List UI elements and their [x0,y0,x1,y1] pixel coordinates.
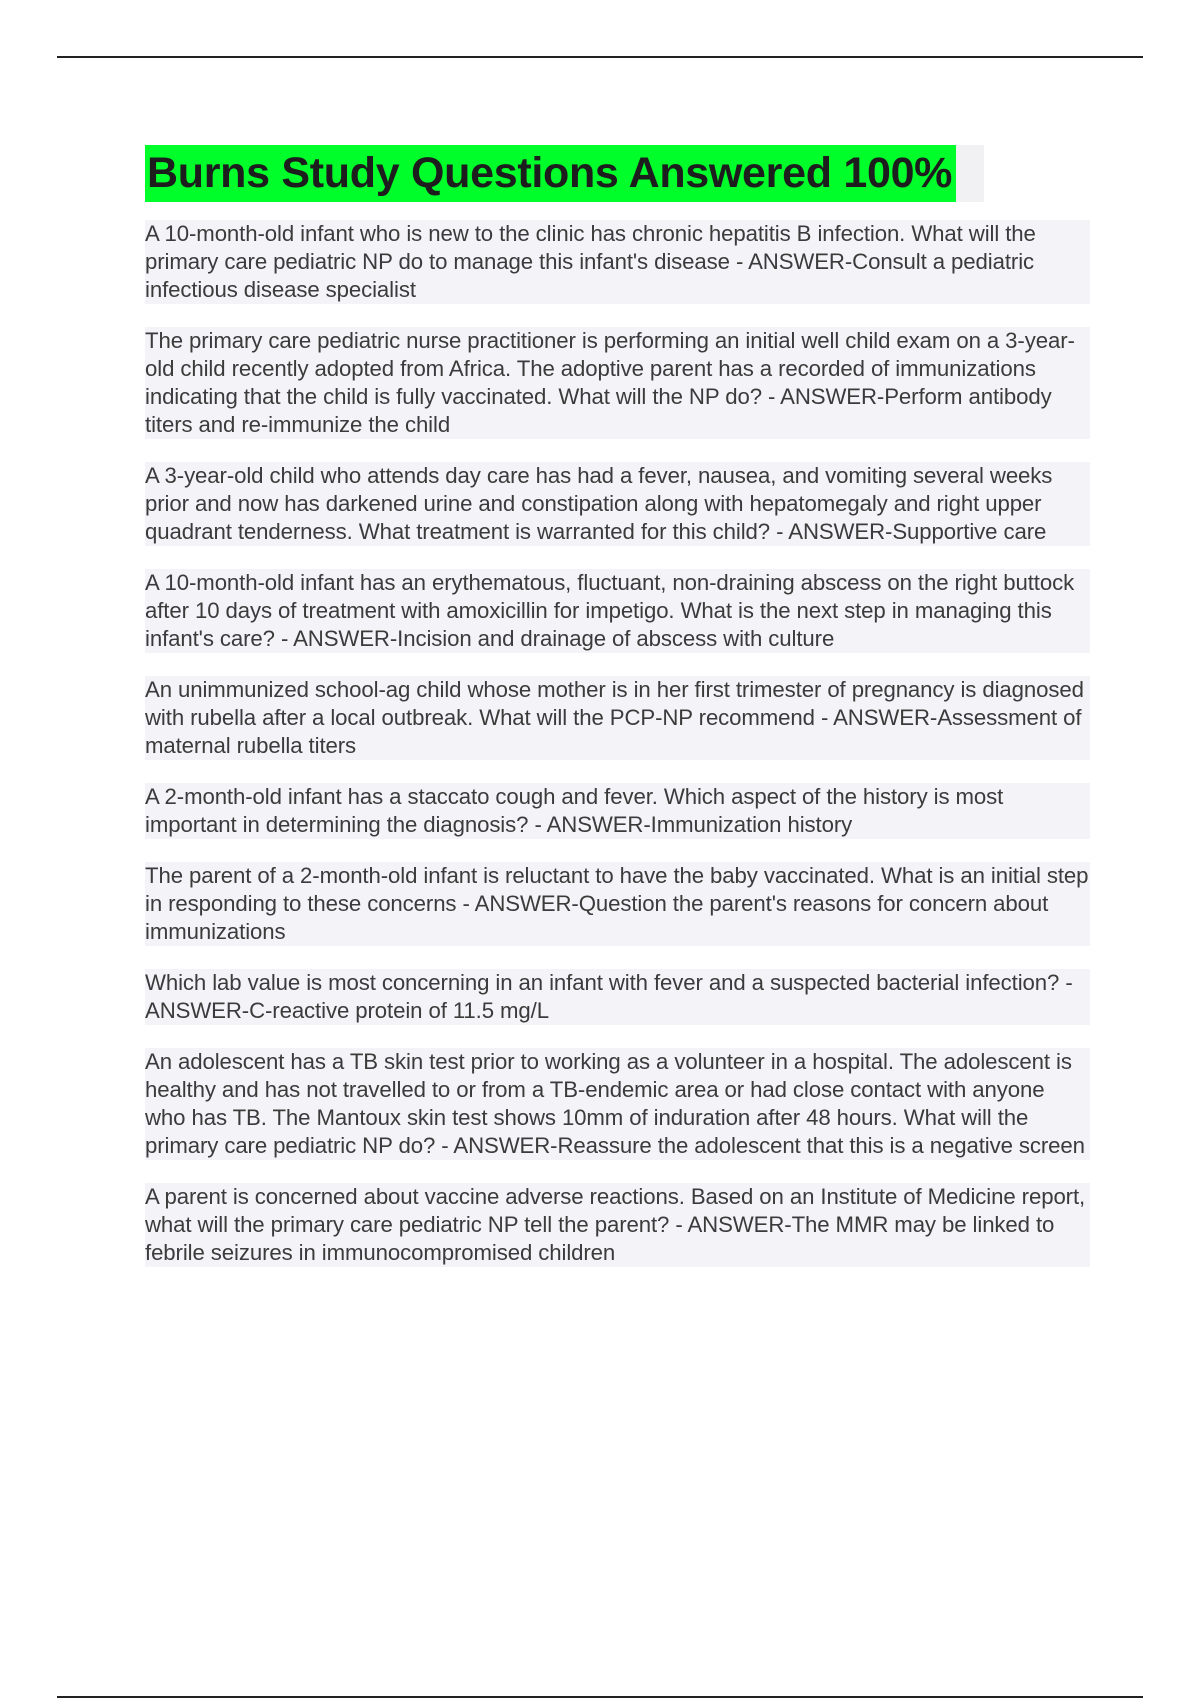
answer-separator: - ANSWER- [669,1212,792,1237]
qa-item [145,1048,1090,1160]
answer-separator: - ANSWER- [814,705,938,730]
qa-item [145,220,1090,304]
question-text: The parent of a 2-month-old infant is reluctant to have the baby vaccinated. What is an initial step in responding to these concerns [145,863,1089,916]
answer-text: C-reactive protein of 11.5 mg/L [249,998,549,1023]
qa-item [145,676,1090,760]
answer-separator: - ANSWER- [456,891,579,916]
question-text: An adolescent has a TB skin test prior to working as a volunteer in a hospital. The adolescent is healthy and has not travelled to or from a TB-endemic area or had close contact with anyone who has TB. The Mantoux skin test shows 10mm of induration after 48 hours. What will the primary care pediatric NP do? [145,1049,1072,1158]
qa-item [145,462,1090,546]
answer-text: Supportive care [892,519,1047,544]
answer-text: Assessment of maternal rubella titers [145,705,1082,758]
question-text: A parent is concerned about vaccine adverse reactions. Based on an Institute of Medicine report, what will the primary care pediatric NP tell the parent? [145,1184,1086,1237]
question-text: A 2-month-old infant has a staccato cough and fever. Which aspect of the history is most important in determining the diagnosis? [145,784,1004,837]
answer-text: Perform antibody titers and re-immunize the child [145,384,1052,437]
answer-text: Immunization history [650,812,853,837]
qa-item [145,569,1090,653]
document-body [145,145,1090,1290]
question-text: The primary care pediatric nurse practitioner is performing an initial well child exam on a 3-year-old child recently adopted from Africa. The adoptive parent has a recorded of immunizations indicating that the child is fully vaccinated. What will the NP do? [145,328,1075,409]
question-text: A 10-month-old infant who is new to the clinic has chronic hepatitis B infection. What will the primary care pediatric NP do to manage this infant's disease [145,221,1036,274]
footer-rule [57,1696,1143,1698]
answer-separator: - ANSWER- [528,812,651,837]
answer-text: Reassure the adolescent that this is a negative screen [557,1133,1085,1158]
answer-separator: - ANSWER- [145,970,1073,1023]
qa-item [145,862,1090,946]
qa-item [145,327,1090,439]
answer-text: Consult a pediatric infectious disease specialist [145,249,1035,302]
answer-text: Question the parent's reasons for concern about immunizations [145,891,1049,944]
question-text: An unimmunized school-ag child whose mother is in her first trimester of pregnancy is diagnosed with rubella after a local outbreak. What will the PCP-NP recommend [145,677,1084,730]
title-block [145,145,984,202]
qa-item [145,783,1090,839]
qa-item [145,1183,1090,1267]
document-title: Burns Study Questions Answered 100% [145,145,956,202]
answer-separator: - ANSWER- [761,384,885,409]
question-text: Which lab value is most concerning in an infant with fever and a suspected bacterial infection? [145,970,1060,995]
question-text: A 3-year-old child who attends day care has had a fever, nausea, and vomiting several weeks prior and now has darkened urine and constipation along with hepatomegaly and right upper quadrant tenderness. What treatment is warranted for this child? [145,463,1053,544]
answer-separator: - ANSWER- [770,519,893,544]
answer-separator: - ANSWER- [729,249,853,274]
question-text: A 10-month-old infant has an erythematous, fluctuant, non-draining abscess on the right buttock after 10 days of treatment with amoxicillin for impetigo. What is the next step in managing this infant's care? [145,570,1075,651]
answer-text: The MMR may be linked to febrile seizures in immunocompromised children [145,1212,1055,1265]
answer-separator: - ANSWER- [435,1133,558,1158]
header-rule [57,56,1143,58]
answer-separator: - ANSWER- [274,626,398,651]
answer-text: Incision and drainage of abscess with culture [397,626,835,651]
qa-item [145,969,1090,1025]
